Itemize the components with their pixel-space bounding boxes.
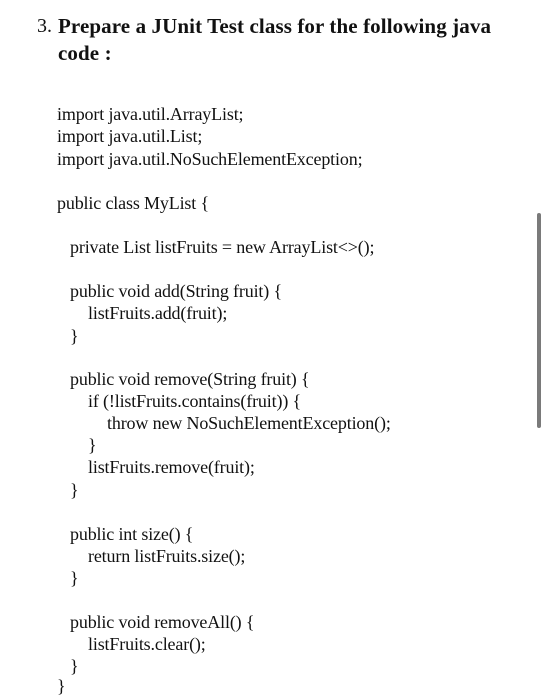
question-title: Prepare a JUnit Test class for the following java code : <box>58 14 492 65</box>
code-line-remove-close: } <box>70 480 79 500</box>
code-line-removeall-signature: public void removeAll() { <box>70 612 255 632</box>
code-line-import-nosuchelement: import java.util.NoSuchElementException; <box>57 149 363 169</box>
code-line-removeall-body: listFruits.clear(); <box>88 634 206 654</box>
code-line-size-signature: public int size() { <box>70 524 194 544</box>
question-number: 3. <box>37 15 52 37</box>
code-line-add-close: } <box>70 326 79 346</box>
code-line-remove-if-close: } <box>88 435 97 455</box>
code-line-removeall-close: } <box>70 656 79 676</box>
code-line-remove-signature: public void remove(String fruit) { <box>70 369 310 389</box>
code-line-size-body: return listFruits.size(); <box>88 546 246 566</box>
code-line-remove-body: listFruits.remove(fruit); <box>88 457 255 477</box>
code-line-remove-if: if (!listFruits.contains(fruit)) { <box>88 391 302 411</box>
vertical-scrollbar[interactable] <box>537 213 541 428</box>
code-line-add-signature: public void add(String fruit) { <box>70 281 282 301</box>
code-line-remove-throw: throw new NoSuchElementException(); <box>107 413 391 433</box>
code-line-size-close: } <box>70 568 79 588</box>
code-line-import-arraylist: import java.util.ArrayList; <box>57 104 244 124</box>
code-line-class-close: } <box>57 676 66 696</box>
code-line-add-body: listFruits.add(fruit); <box>88 303 228 323</box>
code-line-field-declaration: private List listFruits = new ArrayList<>(); <box>70 237 375 257</box>
code-line-class-declaration: public class MyList { <box>57 193 209 213</box>
code-line-import-list: import java.util.List; <box>57 126 203 146</box>
